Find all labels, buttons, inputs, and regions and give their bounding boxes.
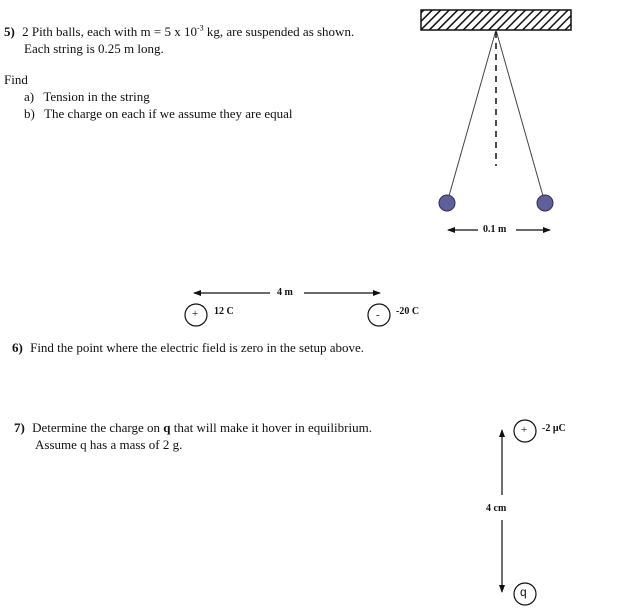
q5-part-a-text: Tension in the string: [43, 89, 150, 104]
q7-line1: [14, 420, 372, 436]
left-charge-label: 12 C: [214, 306, 234, 317]
right-pith-ball: [537, 195, 553, 211]
q7-q-bold: q: [163, 420, 171, 435]
negative-sign: -: [376, 309, 380, 321]
right-charge-label: -20 C: [396, 306, 420, 317]
q5-part-a-label: a): [24, 89, 35, 104]
left-string: [447, 30, 496, 203]
separation-label: 0.1 m: [483, 224, 507, 235]
top-charge-label: -2 μC: [542, 423, 566, 434]
distance-label-4m: 4 m: [277, 287, 293, 298]
q7-text-pre: Determine the charge on: [32, 420, 164, 435]
positive-sign: +: [192, 308, 199, 320]
vertical-distance-label: 4 cm: [486, 503, 507, 514]
q5-part-b-label: b): [24, 106, 35, 121]
q5-text-post: kg, are suspended as shown.: [203, 24, 355, 39]
q5-line2: Each string is 0.25 m long.: [24, 41, 164, 56]
q6-text: Find the point where the electric field is zero in the setup above.: [30, 340, 365, 355]
q7-text-post: that will make it hover in equilibrium.: [170, 420, 372, 435]
q5-number: 5): [4, 24, 15, 39]
q5-text-pre: 2 Pith balls, each with m = 5 x 10: [22, 24, 197, 39]
right-string: [496, 30, 545, 203]
top-charge-sign: +: [521, 424, 528, 436]
q7-line2: Assume q has a mass of 2 g.: [35, 437, 183, 452]
q-charge-label: q: [520, 585, 527, 599]
ceiling-support: [421, 10, 571, 30]
q7-number: 7): [14, 420, 25, 435]
q5-exponent: -3: [196, 23, 204, 33]
q5-part-b-text: The charge on each if we assume they are equal: [44, 106, 293, 121]
left-pith-ball: [439, 195, 455, 211]
q6-line: [12, 340, 364, 356]
q5-find: Find: [4, 72, 28, 87]
q6-number: 6): [12, 340, 23, 355]
